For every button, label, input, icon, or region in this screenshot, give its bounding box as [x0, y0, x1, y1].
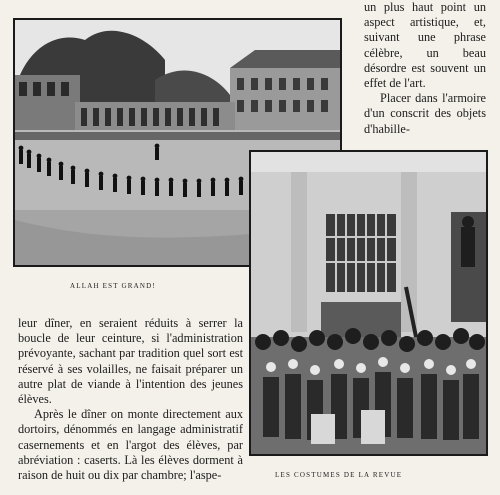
left-text-column [18, 316, 243, 483]
right-text-column [364, 0, 486, 137]
left-paragraph-1: leur dîner, en seraient réduits à serrer la boucle de leur ceinture, si l'administration prévoyante, sachant par tradition quel sort est réservé à ses volailles, ne faisait préparer un autre plat de viande à l'intention des jeunes élèves. [18, 316, 243, 407]
courtyard-photo-caption: ALLAH EST GRAND! [70, 282, 156, 290]
left-paragraph-2: Après le dîner on monte directement aux dortoirs, dénommés en langage administratif casernements et en l'argot des élèves, par abréviation : caserts. Là les élèves dorment à raison de huit ou dix par chambre; l'aspe- [18, 407, 243, 483]
right-paragraph-2: Placer dans l'armoire d'un conscrit des objets d'habille- [364, 91, 486, 136]
costume-group-photo-caption: LES COSTUMES DE LA REVUE [275, 471, 403, 479]
costume-group-photo-image [251, 152, 486, 454]
right-paragraph-1: un plus haut point un aspect artistique, et, suivant une phrase célèbre, un beau désordre est souvent un effet de l'art. [364, 0, 486, 91]
costume-group-photo [249, 150, 488, 456]
